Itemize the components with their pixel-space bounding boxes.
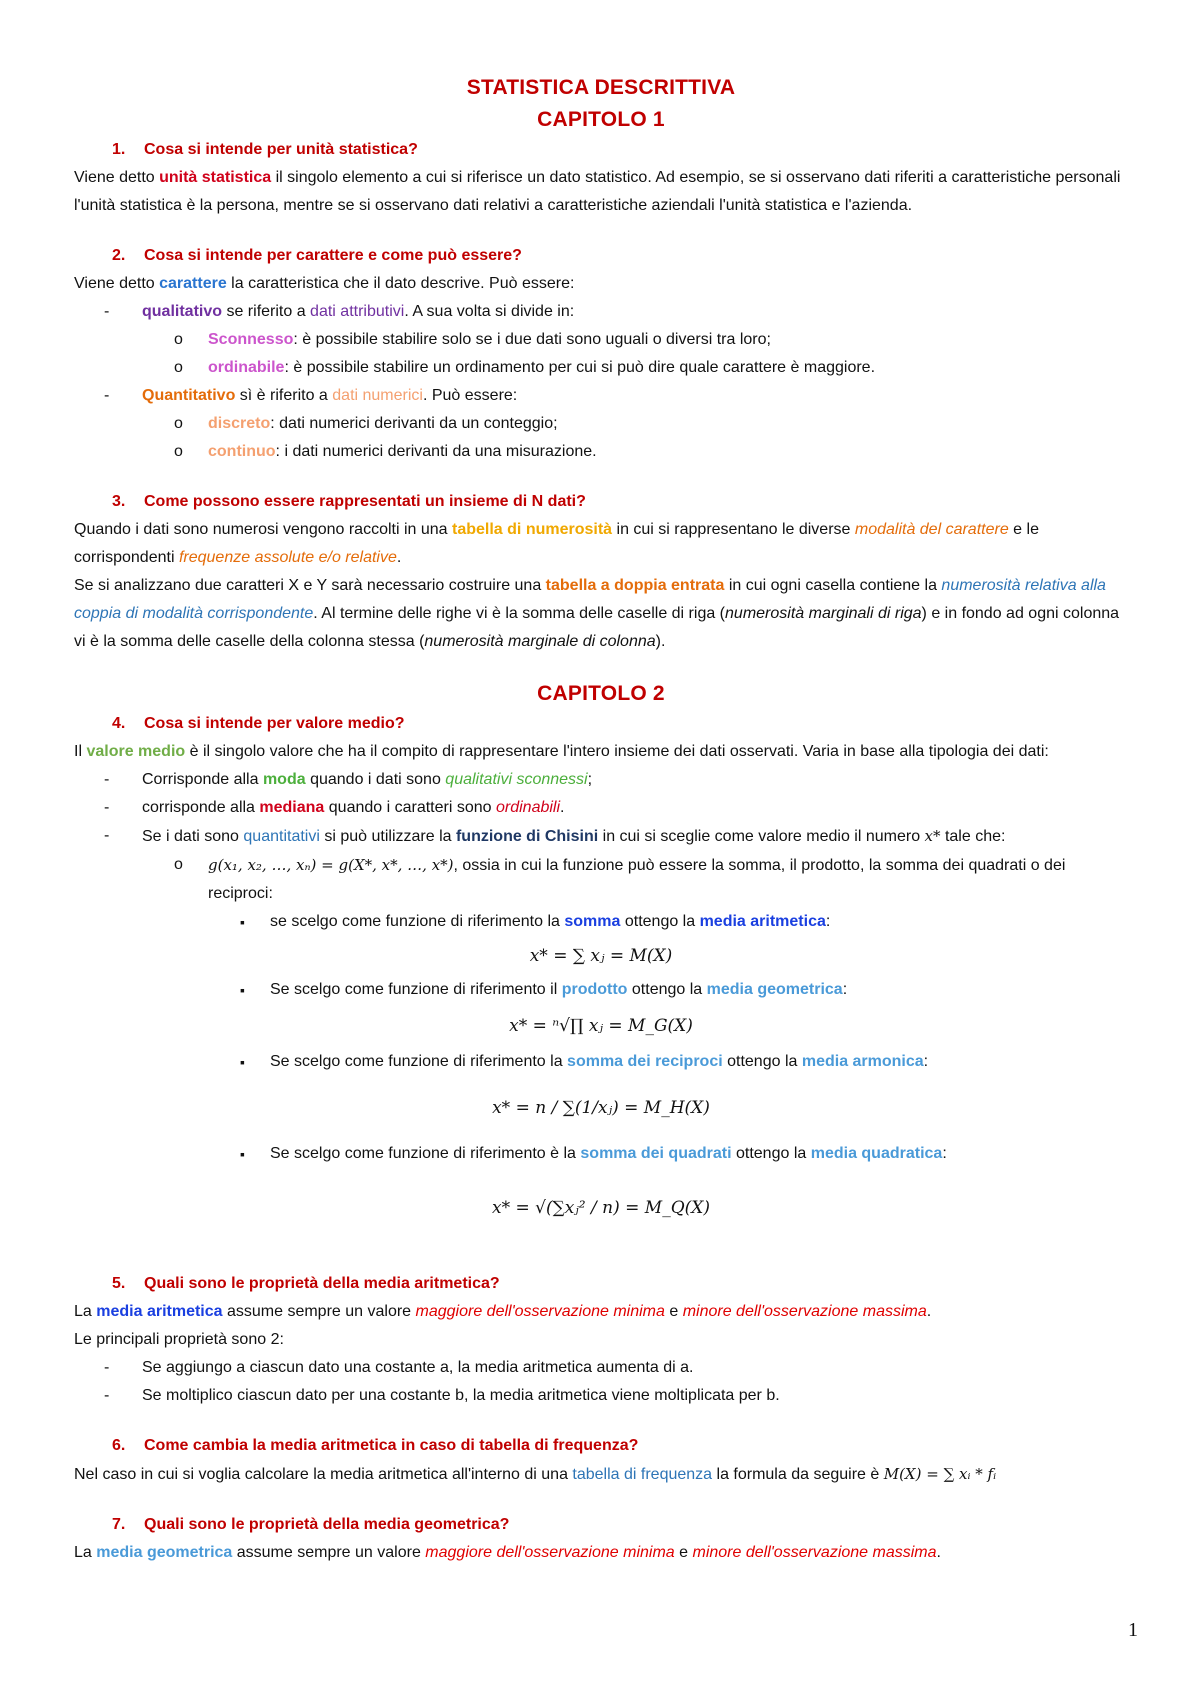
question-6: 6. Come cambia la media aritmetica in caso di tabella di frequenza? xyxy=(112,1437,639,1454)
chapter-1-heading: CAPITOLO 1 xyxy=(537,108,665,131)
question-4: 4. Cosa si intende per valore medio? xyxy=(112,715,405,732)
answer-3-paragraph-1: Quando i dati sono numerosi vengono raccolti in una tabella di numerosità in cui si rappresentano le diverse modalità del carattere e le corrispondenti frequenze assolute e/o relative. xyxy=(74,521,1039,566)
list-item: o g(x₁, x₂, …, xₙ) = g(X*, x*, …, x*), ossia in cui la funzione può essere la somma, il prodotto, la somma dei quadrati o dei reciproci: xyxy=(174,851,1128,908)
document-title: STATISTICA DESCRITTIVA xyxy=(466,76,736,99)
answer-2-intro: Viene detto carattere la caratteristica che il dato descrive. Può essere: xyxy=(74,275,575,292)
list-item: - corrisponde alla mediana quando i caratteri sono ordinabili. xyxy=(104,794,1128,822)
list-item: - qualitativo se riferito a dati attributivi. A sua volta si divide in: xyxy=(104,298,1128,326)
list-item: ▪ Se scelgo come funzione di riferimento la somma dei reciproci ottengo la media armonica: xyxy=(240,1048,1128,1076)
formula-geometric-mean: x* = ⁿ√∏ xⱼ = M_G(X) xyxy=(509,1016,693,1036)
formula-arithmetic-mean: x* = ∑ xⱼ = M(X) xyxy=(529,946,673,966)
answer-5-properties-intro: Le principali proprietà sono 2: xyxy=(74,1331,284,1348)
list-item: ▪ se scelgo come funzione di riferimento la somma ottengo la media aritmetica: xyxy=(240,908,1128,936)
list-item: - Se i dati sono quantitativi si può utilizzare la funzione di Chisini in cui si sceglie come valore medio il numero x* tale che: xyxy=(104,822,1128,851)
list-item: - Quantitativo sì è riferito a dati numerici. Può essere: xyxy=(104,382,1128,410)
list-item: ▪ Se scelgo come funzione di riferimento è la somma dei quadrati ottengo la media quadratica: xyxy=(240,1140,1128,1168)
list-item: ▪ Se scelgo come funzione di riferimento il prodotto ottengo la media geometrica: xyxy=(240,976,1128,1004)
question-2: 2. Cosa si intende per carattere e come può essere? xyxy=(112,247,522,264)
list-item: - Corrisponde alla moda quando i dati sono qualitativi sconnessi; xyxy=(104,766,1128,794)
document-page xyxy=(74,72,1128,1567)
answer-3-paragraph-2: Se si analizzano due caratteri X e Y sarà necessario costruire una tabella a doppia entrata in cui ogni casella contiene la numerosità relativa alla coppia di modalità corrispondente. Al termine delle righe vi è la somma delle caselle di riga (numerosità marginali di riga) e in fondo ad ogni colonna vi è la somma delle caselle della colonna stessa (numerosità marginale di colonna). xyxy=(74,577,1120,650)
list-item: o ordinabile: è possibile stabilire un ordinamento per cui si può dire quale carattere è maggiore. xyxy=(174,354,1128,382)
answer-4-intro: Il valore medio è il singolo valore che ha il compito di rappresentare l'intero insieme dei dati osservati. Varia in base alla tipologia dei dati: xyxy=(74,743,1049,760)
question-1: 1. Cosa si intende per unità statistica? xyxy=(112,141,418,158)
list-item: - Se aggiungo a ciascun dato una costante a, la media aritmetica aumenta di a. xyxy=(104,1354,1128,1382)
question-3: 3. Come possono essere rappresentati un insieme di N dati? xyxy=(112,493,586,510)
list-item: o discreto: dati numerici derivanti da un conteggio; xyxy=(174,410,1128,438)
answer-6-paragraph: Nel caso in cui si voglia calcolare la media aritmetica all'interno di una tabella di frequenza la formula da seguire è M(X) = ∑ xᵢ * fᵢ xyxy=(74,1465,997,1483)
list-item: o continuo: i dati numerici derivanti da una misurazione. xyxy=(174,438,1128,466)
list-item: o Sconnesso: è possibile stabilire solo se i due dati sono uguali o diversi tra loro; xyxy=(174,326,1128,354)
formula-harmonic-mean: x* = n / ∑(1/xⱼ) = M_H(X) xyxy=(492,1098,710,1118)
question-5: 5. Quali sono le proprietà della media aritmetica? xyxy=(112,1275,500,1292)
answer-5-paragraph: La media aritmetica assume sempre un valore maggiore dell'osservazione minima e minore dell'osservazione massima. xyxy=(74,1303,932,1320)
answer-7-paragraph: La media geometrica assume sempre un valore maggiore dell'osservazione minima e minore dell'osservazione massima. xyxy=(74,1544,941,1561)
formula-quadratic-mean: x* = √(∑xⱼ² / n) = M_Q(X) xyxy=(491,1198,710,1218)
question-7: 7. Quali sono le proprietà della media geometrica? xyxy=(112,1516,510,1533)
list-item: - Se moltiplico ciascun dato per una costante b, la media aritmetica viene moltiplicata per b. xyxy=(104,1382,1128,1410)
chapter-2-heading: CAPITOLO 2 xyxy=(537,682,665,705)
page-number: 1 xyxy=(1128,1619,1138,1641)
answer-1: Viene detto unità statistica il singolo elemento a cui si riferisce un dato statistico. Ad esempio, se si osservano dati riferiti a caratteristiche personali l'unità statistica è la persona, mentre se si osservano dati relativi a caratteristiche aziendali l'unità statistica e l'azienda. xyxy=(74,169,1121,214)
